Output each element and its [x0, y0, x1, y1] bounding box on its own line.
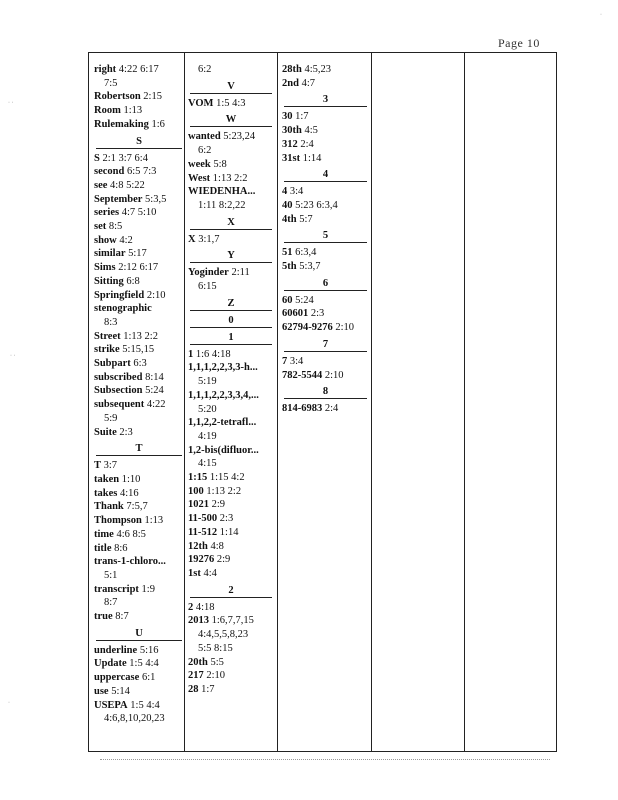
- index-term: Robertson: [94, 91, 141, 103]
- index-entry: [188, 512, 274, 526]
- index-entry-continuation: 4:19: [198, 430, 217, 442]
- page-line-refs: 4:7 5:10: [121, 207, 157, 219]
- index-entry: [94, 371, 184, 385]
- index-entry: [282, 355, 369, 369]
- index-term: 12th: [188, 540, 208, 552]
- index-term: stenographic: [94, 303, 152, 315]
- index-term: underline: [94, 644, 138, 656]
- page-line-refs: 5:3,5: [145, 193, 167, 205]
- index-entry: [188, 266, 274, 280]
- index-entry: [94, 426, 184, 440]
- index-term: 1:15: [188, 472, 208, 484]
- index-term: Suite: [94, 426, 117, 438]
- index-entry: [94, 398, 184, 412]
- index-term: 100: [188, 485, 204, 497]
- page-line-refs: 2:9: [211, 499, 226, 511]
- index-term: Yoginder: [188, 267, 229, 279]
- index-term: USEPA: [94, 699, 128, 711]
- page-line-refs: 1:9: [141, 583, 155, 595]
- page-line-refs: 7:5,7: [126, 501, 148, 513]
- index-term: 1,1,1,2,2,3,3-h...: [188, 362, 258, 374]
- index-entry: [94, 555, 184, 569]
- section-letter-header: T: [96, 442, 182, 456]
- index-entry-continuation: 8:7: [104, 597, 118, 609]
- index-term: Springfield: [94, 289, 145, 301]
- page-line-refs: 4:7: [301, 77, 315, 89]
- page-line-refs: 5:14: [111, 685, 130, 697]
- index-entry: [282, 124, 369, 138]
- page-line-refs: 2:3: [219, 513, 234, 525]
- page-line-refs: 3:4: [289, 186, 304, 198]
- index-term: 11-500: [188, 513, 218, 525]
- index-entry: [282, 260, 369, 274]
- index-term: 2: [188, 601, 194, 613]
- index-term: 5th: [282, 261, 297, 273]
- index-entry: [94, 671, 184, 685]
- index-entry: [94, 193, 184, 207]
- index-entry: [188, 683, 274, 697]
- index-entry: [94, 473, 184, 487]
- page-line-refs: 2:10: [206, 670, 226, 682]
- index-entry: [188, 233, 274, 247]
- index-term: show: [94, 234, 117, 246]
- page-line-refs: 1:15 4:2: [209, 472, 245, 484]
- page-line-refs: 1:13 2:2: [123, 330, 158, 342]
- page-line-refs: 5:8: [213, 158, 227, 170]
- page-line-refs: 6:3,4: [295, 247, 317, 259]
- index-column-1: [94, 63, 184, 726]
- page-line-refs: 2:12 6:17: [118, 262, 159, 274]
- index-entry-continuation: 5:19: [198, 376, 217, 388]
- index-term: September: [94, 193, 143, 205]
- page-line-refs: 3:1,7: [198, 233, 220, 245]
- index-term: 2013: [188, 615, 209, 627]
- index-entry: [94, 104, 184, 118]
- index-entry: [94, 357, 184, 371]
- index-entry: [94, 179, 184, 193]
- index-term: 62794-9276: [282, 322, 333, 334]
- scan-speck: · ·: [8, 100, 14, 106]
- index-entry: [94, 220, 184, 234]
- index-term: set: [94, 221, 107, 233]
- index-entry: [282, 152, 369, 166]
- scan-speck: ·: [8, 700, 10, 706]
- index-term: 60601: [282, 308, 309, 320]
- page-line-refs: 2:3: [119, 426, 133, 438]
- index-term: 51: [282, 247, 293, 259]
- section-letter-header: Z: [190, 297, 272, 311]
- index-term: 1,1,2,2-tetrafl...: [188, 417, 257, 429]
- index-entry-continuation: 8:3: [104, 316, 118, 328]
- index-entry: [94, 165, 184, 179]
- index-term: 312: [282, 138, 298, 150]
- page-line-refs: 4:6 8:5: [116, 528, 146, 540]
- page-line-refs: 4:22 6:17: [118, 64, 159, 75]
- index-entry: [188, 656, 274, 670]
- page-line-refs: 5:5: [210, 656, 224, 668]
- section-letter-header: U: [96, 627, 182, 641]
- index-term: similar: [94, 248, 126, 260]
- index-term: Room: [94, 105, 121, 117]
- page-line-refs: 4:8 5:22: [110, 179, 145, 191]
- index-term: X: [188, 233, 196, 245]
- page-line-refs: 5:15,15: [122, 344, 155, 356]
- page-line-refs: 1:5 4:4: [130, 699, 160, 711]
- index-frame: [88, 52, 557, 752]
- column-divider: [277, 53, 278, 751]
- page-line-refs: 1:10: [121, 473, 141, 485]
- index-entry: [188, 416, 274, 430]
- index-term: 7: [282, 355, 288, 367]
- section-letter-header: 5: [284, 229, 367, 243]
- page-line-refs: 2:9: [216, 554, 231, 566]
- scan-speck: ·: [600, 12, 602, 18]
- index-term: 31st: [282, 152, 301, 164]
- page-line-refs: 2:4: [324, 403, 339, 415]
- index-term: transcript: [94, 583, 139, 595]
- index-entry: [282, 199, 369, 213]
- section-letter-header: 7: [284, 338, 367, 352]
- index-term: WIEDENHA...: [188, 186, 256, 198]
- index-term: 217: [188, 670, 204, 682]
- index-term: second: [94, 166, 125, 178]
- section-letter-header: S: [96, 135, 182, 149]
- index-entry: [188, 158, 274, 172]
- index-term: uppercase: [94, 672, 140, 684]
- index-entry: [282, 294, 369, 308]
- index-entry: [94, 289, 184, 303]
- index-term: VOM: [188, 97, 214, 109]
- index-entry-continuation: 4:6,8,10,20,23: [104, 713, 165, 725]
- index-entry: [94, 247, 184, 261]
- page-line-refs: 3:4: [289, 355, 304, 367]
- index-entry: [188, 485, 274, 499]
- page-line-refs: 1:14: [219, 526, 239, 538]
- index-entry: [188, 130, 274, 144]
- section-letter-header: X: [190, 216, 272, 230]
- page-line-refs: 8:5: [108, 221, 123, 233]
- scan-artifact: [100, 757, 550, 760]
- index-entry: [188, 185, 274, 199]
- page-line-refs: 8:14: [145, 371, 164, 383]
- index-entry: [188, 526, 274, 540]
- page-line-refs: 2:1 3:7 6:4: [102, 152, 148, 164]
- page-line-refs: 4:4: [203, 567, 217, 579]
- index-entry: [94, 63, 184, 77]
- index-entry-continuation: 6:15: [198, 281, 217, 293]
- index-entry-continuation: 4:4,5,5,8,23: [198, 629, 249, 641]
- index-term: T: [94, 460, 102, 472]
- index-term: 11-512: [188, 526, 218, 538]
- index-entry: [94, 644, 184, 658]
- index-entry: [94, 343, 184, 357]
- index-term: S: [94, 152, 100, 164]
- index-term: 1: [188, 348, 194, 360]
- index-term: Rulemaking: [94, 118, 149, 130]
- index-entry: [94, 90, 184, 104]
- section-letter-header: W: [190, 113, 272, 127]
- index-entry: [188, 553, 274, 567]
- page-line-refs: 6:8: [126, 275, 140, 287]
- index-entry: [188, 567, 274, 581]
- page-line-refs: 1:13: [144, 515, 164, 527]
- index-term: subsequent: [94, 399, 145, 411]
- section-letter-header: Y: [190, 249, 272, 263]
- page-line-refs: 1:7: [201, 683, 215, 695]
- index-term: trans-1-chloro...: [94, 556, 166, 568]
- section-letter-header: 1: [190, 331, 272, 345]
- index-entry: [94, 610, 184, 624]
- column-divider: [184, 53, 185, 751]
- index-term: Thompson: [94, 515, 142, 527]
- index-term: taken: [94, 473, 120, 485]
- index-term: 30: [282, 111, 293, 123]
- index-term: true: [94, 611, 113, 623]
- index-entry-continuation: 5:1: [104, 569, 118, 581]
- page-line-refs: 4:5: [304, 125, 318, 137]
- index-entry: [188, 614, 274, 628]
- index-entry-continuation: 7:5: [104, 77, 118, 89]
- index-column-3: [282, 63, 369, 416]
- page-line-refs: 6:3: [133, 358, 147, 370]
- index-term: 28th: [282, 64, 302, 75]
- index-term: see: [94, 179, 108, 191]
- index-entry-continuation: 5:9: [104, 412, 118, 424]
- index-term: 4: [282, 186, 288, 198]
- index-term: 1,2-bis(difluor...: [188, 444, 259, 456]
- page-line-refs: 4:5,23: [304, 64, 332, 75]
- index-entry: [282, 213, 369, 227]
- index-entry: [94, 583, 184, 597]
- page-line-refs: 6:1: [141, 672, 156, 684]
- index-entry-continuation: 6:2: [198, 64, 212, 75]
- page-line-refs: 5:23 6:3,4: [295, 199, 338, 211]
- index-term: Subpart: [94, 358, 131, 370]
- index-entry: [188, 172, 274, 186]
- index-term: 30th: [282, 125, 302, 137]
- index-entry: [282, 110, 369, 124]
- page-line-refs: 4:18: [195, 601, 215, 613]
- page-line-refs: 4:8: [210, 540, 224, 552]
- index-term: week: [188, 158, 211, 170]
- index-entry: [282, 321, 369, 335]
- page-line-refs: 5:3,7: [299, 261, 321, 273]
- page-line-refs: 4:22: [146, 399, 166, 411]
- index-term: 1,1,1,2,2,3,3,4,...: [188, 389, 259, 401]
- index-term: 60: [282, 294, 293, 306]
- index-entry: [282, 246, 369, 260]
- page-line-refs: 1:13: [123, 105, 143, 117]
- index-term: 40: [282, 199, 293, 211]
- page-line-refs: 2:3: [310, 308, 325, 320]
- index-entry-continuation: 5:20: [198, 403, 217, 415]
- index-term: subscribed: [94, 371, 143, 383]
- page-line-refs: 1:13 2:2: [212, 172, 248, 184]
- index-entry: [94, 384, 184, 398]
- index-entry: [188, 361, 274, 375]
- index-entry: [94, 330, 184, 344]
- page-line-refs: 1:6: [151, 118, 165, 130]
- index-term: Thank: [94, 501, 124, 513]
- index-term: 28: [188, 683, 199, 695]
- index-entry: [94, 685, 184, 699]
- index-entry: [94, 118, 184, 132]
- index-entry: [94, 542, 184, 556]
- index-entry: [282, 185, 369, 199]
- index-entry-continuation: 5:5 8:15: [198, 642, 233, 654]
- index-term: 19276: [188, 554, 215, 566]
- page-line-refs: 5:24: [145, 385, 164, 397]
- page-line-refs: 2:4: [300, 138, 314, 150]
- index-term: Sitting: [94, 275, 124, 287]
- index-entry: [282, 77, 369, 91]
- page-line-refs: 1:13 2:2: [206, 485, 242, 497]
- index-term: 4th: [282, 213, 297, 225]
- index-entry: [188, 498, 274, 512]
- index-term: series: [94, 207, 120, 219]
- index-entry: [188, 471, 274, 485]
- index-entry: [188, 389, 274, 403]
- index-term: 1021: [188, 499, 209, 511]
- page-line-refs: 1:6,7,7,15: [211, 615, 254, 627]
- page-line-refs: 8:6: [114, 542, 128, 554]
- index-entry: [188, 97, 274, 111]
- index-term: time: [94, 528, 114, 540]
- column-divider: [371, 53, 372, 751]
- index-entry: [94, 206, 184, 220]
- index-entry: [94, 152, 184, 166]
- index-term: Sims: [94, 262, 116, 274]
- index-entry: [94, 699, 184, 713]
- index-column-2: [188, 63, 274, 697]
- index-entry: [94, 487, 184, 501]
- section-letter-header: V: [190, 80, 272, 94]
- index-term: 1st: [188, 567, 201, 579]
- page-line-refs: 4:16: [119, 487, 139, 499]
- page-line-refs: 6:5 7:3: [126, 166, 157, 178]
- index-entry-continuation: 6:2: [198, 145, 212, 157]
- section-letter-header: 8: [284, 385, 367, 399]
- section-letter-header: 6: [284, 277, 367, 291]
- index-entry: [188, 601, 274, 615]
- index-entry: [94, 528, 184, 542]
- page-line-refs: 5:16: [139, 644, 159, 656]
- index-entry: [282, 307, 369, 321]
- page-line-refs: 5:24: [295, 294, 314, 306]
- page-number: Page 10: [498, 36, 540, 50]
- index-entry: [94, 234, 184, 248]
- section-letter-header: 0: [190, 314, 272, 328]
- section-letter-header: 4: [284, 168, 367, 182]
- index-entry: [94, 500, 184, 514]
- index-term: strike: [94, 344, 120, 356]
- index-term: 2nd: [282, 77, 299, 89]
- index-term: Subsection: [94, 385, 143, 397]
- index-entry: [94, 261, 184, 275]
- index-entry-continuation: 1:11 8:2,22: [198, 199, 246, 211]
- index-entry-continuation: 4:15: [198, 458, 217, 470]
- index-entry: [94, 302, 184, 316]
- page-line-refs: 1:7: [295, 111, 309, 123]
- page-line-refs: 2:10: [146, 289, 166, 301]
- index-entry: [94, 275, 184, 289]
- page-line-refs: 1:5 4:3: [216, 97, 246, 109]
- page-line-refs: 3:7: [103, 460, 118, 472]
- index-entry: [94, 514, 184, 528]
- index-entry: [188, 348, 274, 362]
- index-term: wanted: [188, 131, 221, 143]
- index-entry: [282, 63, 369, 77]
- page-line-refs: 1:14: [302, 152, 322, 164]
- index-entry: [282, 402, 369, 416]
- index-entry: [282, 138, 369, 152]
- page-line-refs: 5:23,24: [223, 131, 256, 143]
- page-line-refs: 2:15: [143, 91, 162, 103]
- index-term: Street: [94, 330, 121, 342]
- index-term: use: [94, 685, 109, 697]
- index-term: West: [188, 172, 211, 184]
- index-term: right: [94, 64, 117, 75]
- page-line-refs: 5:7: [299, 213, 313, 225]
- column-divider: [464, 53, 465, 751]
- scan-speck: · ·: [10, 353, 16, 359]
- page-line-refs: 2:10: [324, 369, 344, 381]
- page-line-refs: 4:2: [119, 234, 133, 246]
- index-entry: [188, 444, 274, 458]
- page-line-refs: 1:5 4:4: [129, 658, 159, 670]
- index-term: title: [94, 542, 112, 554]
- index-term: 814-6983: [282, 403, 323, 415]
- page-line-refs: 5:17: [128, 248, 147, 260]
- index-entry: [188, 540, 274, 554]
- index-term: takes: [94, 487, 118, 499]
- page-line-refs: 1:6 4:18: [195, 348, 231, 360]
- page-line-refs: 2:10: [335, 322, 355, 334]
- index-term: 782-5544: [282, 369, 323, 381]
- index-entry: [94, 657, 184, 671]
- index-term: Update: [94, 658, 127, 670]
- section-letter-header: 2: [190, 584, 272, 598]
- index-entry: [94, 459, 184, 473]
- page-line-refs: 8:7: [115, 611, 129, 623]
- index-term: 20th: [188, 656, 208, 668]
- index-entry: [188, 669, 274, 683]
- page-line-refs: 2:11: [231, 267, 250, 279]
- section-letter-header: 3: [284, 93, 367, 107]
- index-entry: [282, 369, 369, 383]
